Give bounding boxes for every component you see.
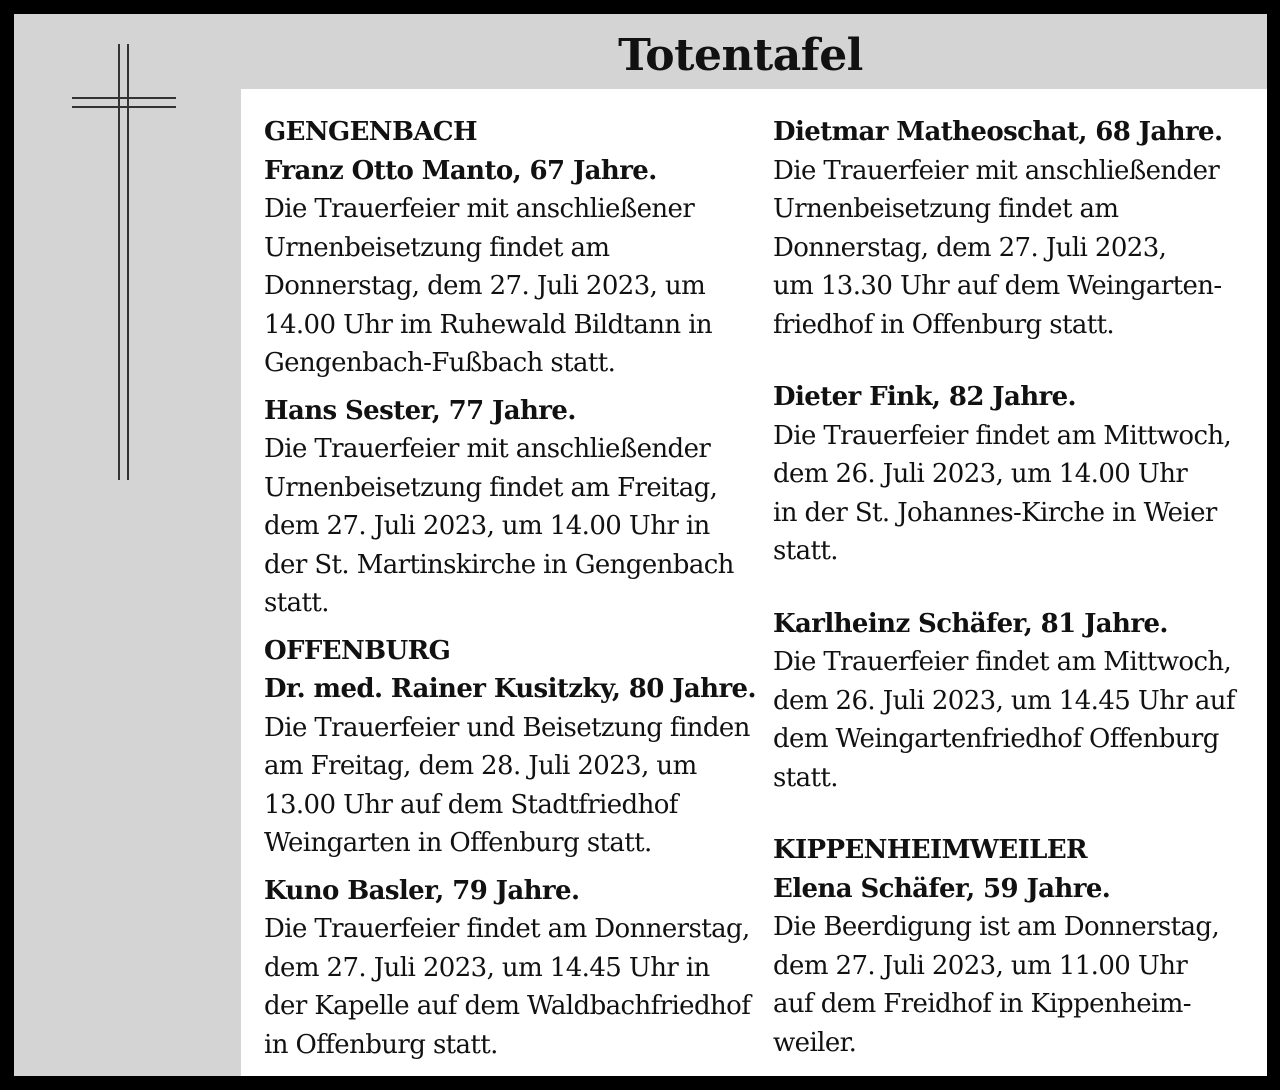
service-details-line: Urnenbeisetzung findet am Freitag,	[264, 472, 718, 503]
obituary-panel	[241, 89, 1267, 1076]
service-details-line: Die Trauerfeier mit anschließener	[264, 194, 695, 224]
obituary-entry	[773, 113, 1263, 344]
obituary-entry	[264, 392, 754, 623]
obituary-entry	[773, 378, 1263, 571]
obituary-entry	[773, 605, 1263, 798]
obituary-entry	[264, 632, 754, 863]
service-details-line: dem 27. Juli 2023, um 14.00 Uhr in	[264, 511, 710, 541]
place-heading: KIPPENHEIMWEILER	[773, 835, 1088, 865]
obituary-board	[14, 14, 1267, 1076]
obituary-entry	[264, 872, 754, 1065]
service-details-line: statt.	[773, 536, 838, 566]
deceased-name: Dr. med. Rainer Kusitzky, 80 Jahre.	[264, 674, 756, 704]
service-details-line: in Offenburg statt.	[264, 1029, 498, 1060]
service-details-line: Die Trauerfeier findet am Mittwoch,	[773, 647, 1232, 677]
service-details-line: friedhof in Offenburg statt.	[773, 309, 1115, 340]
service-details-line: am Freitag, dem 28. Juli 2023, um	[264, 751, 697, 781]
service-details-line: Die Trauerfeier mit anschließender	[773, 155, 1220, 186]
service-details-line: Die Trauerfeier mit anschließender	[264, 434, 711, 464]
left-column	[264, 113, 754, 1073]
service-details-line: 14.00 Uhr im Ruhewald Bildtann in	[264, 309, 713, 340]
deceased-name: Franz Otto Manto, 67 Jahre.	[264, 155, 657, 186]
service-details-line: Die Trauerfeier findet am Donnerstag,	[264, 914, 750, 944]
cross-icon	[72, 44, 176, 480]
service-details-line: der St. Martinskirche in Gengenbach	[264, 549, 734, 580]
service-details-line: Urnenbeisetzung findet am	[773, 194, 1119, 224]
right-column	[773, 113, 1263, 1062]
service-details-line: dem 26. Juli 2023, um 14.45 Uhr auf	[773, 685, 1235, 716]
deceased-name: Karlheinz Schäfer, 81 Jahre.	[773, 608, 1168, 639]
service-details-line: auf dem Freidhof in Kippenheim-	[773, 989, 1191, 1019]
service-details-line: statt.	[773, 762, 838, 793]
service-details-line: statt.	[264, 588, 329, 618]
deceased-name: Hans Sester, 77 Jahre.	[264, 395, 576, 426]
obituary-entry	[773, 831, 1263, 1062]
service-details-line: in der St. Johannes-Kirche in Weier	[773, 497, 1217, 528]
service-details-line: dem 27. Juli 2023, um 11.00 Uhr	[773, 950, 1188, 981]
service-details-line: Weingarten in Offenburg statt.	[264, 828, 652, 858]
service-details-line: Die Beerdigung ist am Donnerstag,	[773, 912, 1220, 942]
service-details-line: Die Trauerfeier findet am Mittwoch,	[773, 420, 1232, 451]
obituary-entry	[264, 113, 754, 383]
deceased-name: Dietmar Matheoschat, 68 Jahre.	[773, 117, 1223, 147]
service-details-line: dem Weingartenfriedhof Offenburg	[773, 724, 1219, 754]
place-heading: GENGENBACH	[264, 117, 477, 147]
service-details-line: Gengenbach-Fußbach statt.	[264, 348, 616, 378]
service-details-line: Urnenbeisetzung findet am	[264, 232, 610, 263]
service-details-line: weiler.	[773, 1027, 857, 1058]
service-details-line: um 13.30 Uhr auf dem Weingarten-	[773, 271, 1222, 301]
service-details-line: Donnerstag, dem 27. Juli 2023, um	[264, 271, 706, 301]
place-heading: OFFENBURG	[264, 635, 451, 666]
service-details-line: Donnerstag, dem 27. Juli 2023,	[773, 232, 1167, 263]
service-details-line: der Kapelle auf dem Waldbachfriedhof	[264, 991, 751, 1021]
service-details-line: Die Trauerfeier und Beisetzung finden	[264, 712, 750, 743]
service-details-line: dem 27. Juli 2023, um 14.45 Uhr in	[264, 952, 710, 983]
deceased-name: Kuno Basler, 79 Jahre.	[264, 875, 580, 906]
deceased-name: Dieter Fink, 82 Jahre.	[773, 382, 1077, 412]
deceased-name: Elena Schäfer, 59 Jahre.	[773, 873, 1111, 904]
service-details-line: dem 26. Juli 2023, um 14.00 Uhr	[773, 459, 1188, 489]
service-details-line: 13.00 Uhr auf dem Stadtfriedhof	[264, 789, 678, 820]
page-title: Totentafel	[618, 30, 863, 81]
